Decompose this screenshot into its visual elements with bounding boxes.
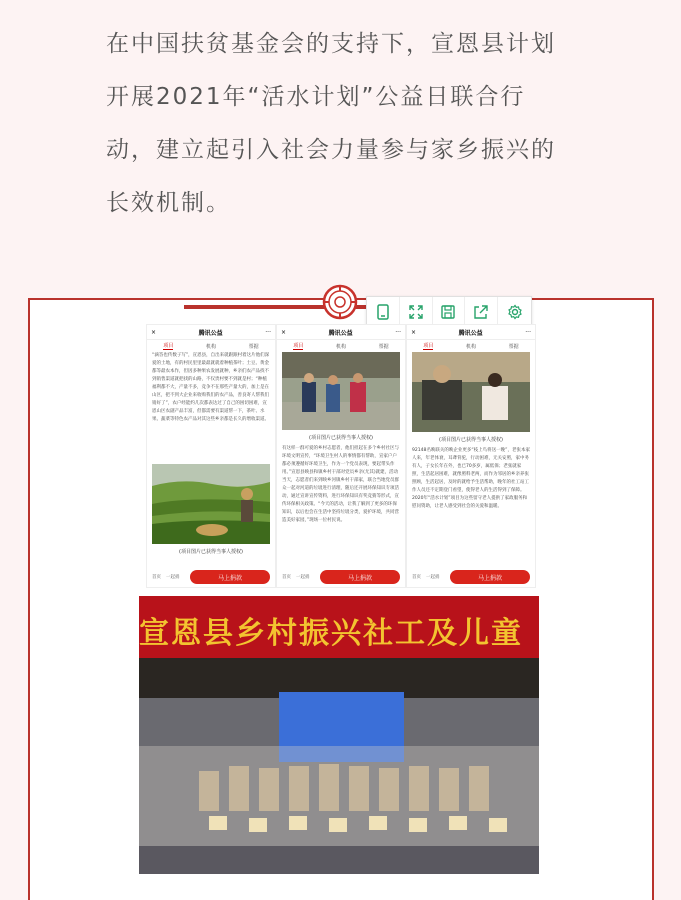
phone-icon: [376, 304, 390, 320]
share-button[interactable]: [465, 297, 498, 327]
tea-garden-photo: [152, 464, 270, 544]
share-icon: [473, 304, 489, 320]
tab-organization[interactable]: 机构: [335, 343, 346, 350]
tab-receipt[interactable]: 票据: [248, 343, 259, 350]
emblem-icon: [322, 284, 358, 320]
intro-line: 长效机制。: [106, 190, 231, 216]
image-caption: (项目图片已获得当事人授权): [179, 549, 243, 555]
phone-article-text: 有这样一群可爱的乡村志愿者，他们担起在多个乡村社区与环境文明宣传，“环境卫生村人的事情都有帮助，宣家户户都必须遵循好环境卫生，作为一个党员表现，要起带头作用。”宣恩县映县和镇乡村干部对党员乡亲(尤其)就建，活动当天，志愿者们来到映乡河镇乡村干部家，联合当地党员群众一起对河道的垃圾进行清理，随后还开展环保知识专项活动，通过宣讲宣传资料，进行环保知识有奖竞猜等形式，宣传环保相关政策。“今天的活动，让我了解到了更多的环保知识，以后也会在生活中坚持垃圾分类，爱护环境，共同营造美好家园，”现场一位村民说。: [282, 446, 399, 523]
phone-article-text: “滴答也传数子写”，宣恩县，自出来就跟跟村着这片他们深爱的土地，有的村民里里最最就就着种植茶叶；土豆、黄金都等最农本作，但因多种果农发展就种，乡亲们农产品找不到销售渠道就把找的山路，不仅贵村要不到就是村；“种植福利都不大，产量不多，竞争不在那些产量大的，加上是在山区，把不到大企业来收购我们的农产品，善良寄人帮我们销好了”，农户经能约几次都表达过了自己的困切困难，宣恩山区农副产品丰富，但都需要有渠道帮一下，茶叶、水果、蔬菜等特色农产品对其这些乡亲都是长久的增收渠道。: [152, 353, 270, 422]
intro-line: 开展2021年“活水计划”公益日联合行: [106, 84, 526, 110]
intro-line: 动，建立起引入社会力量参与家乡振兴的: [106, 137, 556, 163]
more-icon[interactable]: ···: [395, 328, 401, 336]
phone-footer: [277, 567, 405, 587]
home-link[interactable]: 首页: [152, 575, 161, 580]
phone-footer: [407, 567, 535, 587]
fullscreen-button[interactable]: [400, 297, 433, 327]
together-link[interactable]: 一起捐: [426, 575, 440, 580]
image-caption: (项目图片已获得当事人授权): [309, 435, 373, 441]
phone-article-text: 92148名映联关的映企业更多“枝上鸟将送一晚”，老张本家人来，年老体衰，耳聋背驼，行动困难，无关安照，家中务有人，子女长年在外，也已70多岁，属低保；老张就家照，生活起居困难，就像照料老两，而作为邻居的乡亲养张照顾，生活起居，及时的就给予生活帮助，晚年的社工站工作人员还不定期登门看望，使得老人的生活得到了保障。2020年“活水计划”项目为这些留守老人提供了家政服务和慰问资助，让老人感受到社会的关爱和温暖。: [412, 448, 530, 509]
together-link[interactable]: 一起捐: [296, 575, 310, 580]
settings-button[interactable]: [498, 297, 531, 327]
together-link[interactable]: 一起捐: [166, 575, 180, 580]
close-icon[interactable]: ×: [411, 328, 417, 336]
settings-icon: [507, 304, 523, 320]
donate-button[interactable]: 马上捐款: [450, 570, 530, 584]
phone-screenshot-2: [276, 324, 406, 588]
phone-screenshot-3: [406, 324, 536, 588]
phone-title: 腾讯公益: [458, 329, 483, 337]
volunteers-photo: [282, 352, 400, 430]
close-icon[interactable]: ×: [151, 328, 157, 336]
intro-line: 在中国扶贫基金会的支持下，宣恩县计划: [106, 31, 556, 57]
image-caption: (项目图片已获得当事人授权): [439, 437, 503, 443]
tab-organization[interactable]: 机构: [205, 343, 216, 350]
more-icon[interactable]: ···: [525, 328, 531, 336]
phone-footer: [147, 567, 275, 587]
donate-button[interactable]: 马上捐款: [190, 570, 270, 584]
home-link[interactable]: 首页: [282, 575, 291, 580]
phone-preview-button[interactable]: [367, 297, 400, 327]
phone-title: 腾讯公益: [198, 329, 223, 337]
phone-header: [147, 325, 275, 340]
tab-organization[interactable]: 机构: [465, 343, 476, 350]
more-icon[interactable]: ···: [265, 328, 271, 336]
tab-project[interactable]: 项目: [293, 343, 304, 349]
phone-tabs: [147, 340, 275, 352]
home-link[interactable]: 首页: [412, 575, 421, 580]
phone-title: 腾讯公益: [328, 329, 353, 337]
event-banner-text: 宣恩县乡村振兴社工及儿童: [139, 616, 523, 651]
phone-header: [277, 325, 405, 340]
event-group-photo: [139, 596, 539, 874]
save-button[interactable]: [433, 297, 466, 327]
phone-header: [407, 325, 535, 340]
tab-receipt[interactable]: 票据: [378, 343, 389, 350]
fullscreen-icon: [408, 304, 424, 320]
tab-project[interactable]: 项目: [163, 343, 174, 349]
phone-tabs: [277, 340, 405, 352]
donate-button[interactable]: 马上捐款: [320, 570, 400, 584]
tab-receipt[interactable]: 票据: [508, 343, 519, 350]
close-icon[interactable]: ×: [281, 328, 287, 336]
tab-project[interactable]: 项目: [423, 343, 434, 349]
phone-screenshot-1: [146, 324, 276, 588]
intro-paragraph: [106, 18, 586, 230]
elderly-care-photo: [412, 352, 530, 432]
save-icon: [440, 304, 456, 320]
phone-tabs: [407, 340, 535, 352]
